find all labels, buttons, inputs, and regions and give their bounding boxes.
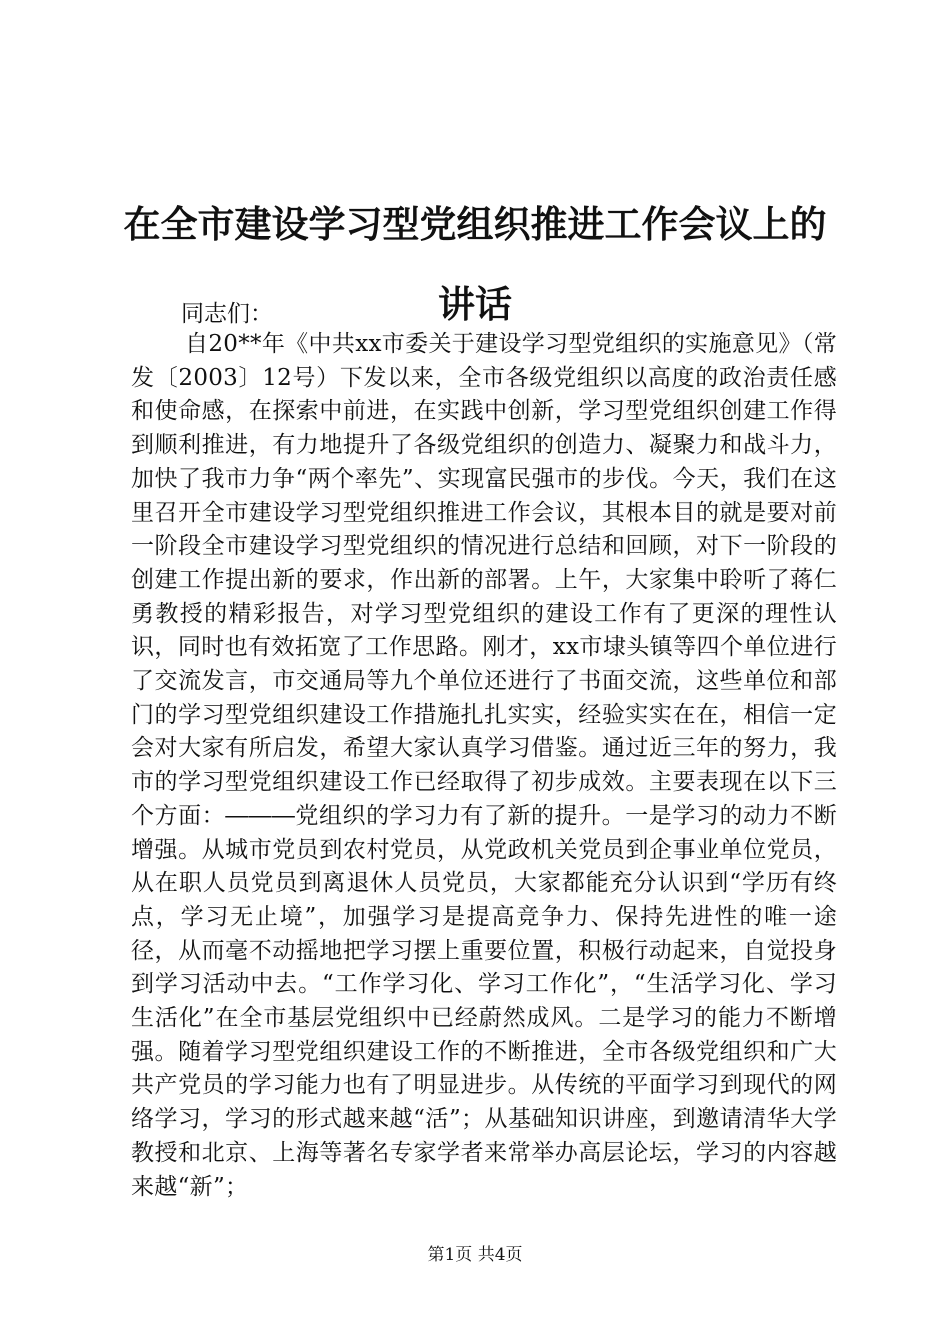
document-title: 在全市建设学习型党组织推进工作会议上的讲话 — [123, 202, 827, 326]
greeting: 同志们： — [181, 301, 273, 327]
page-footer: 第1页 共4页 — [427, 1245, 523, 1265]
body-paragraph: 自20**年《中共xx市委关于建设学习型党组织的实施意见》（常发〔2003〕12号）下发以来，全市各级党组织以高度的政治责任感和使命感，在探索中前进，在实践中创新，学习型党组织创建工作得到顺利推进，有力地提升了各级党组织的创造力、凝聚力和战斗力，加快了我市力争“两个率先”、实现富民强市的步伐。今天，我们在这里召开全市建设学习型党组织推进工作会议，其根本目的就是要对前一阶段全市建设学习型党组织的情况进行总结和回顾，对下一阶段的创建工作提出新的要求，作出新的部署。上午，大家集中聆听了蒋仁勇教授的精彩报告，对学习型党组织的建设工作有了更深的理性认识，同时也有效拓宽了工作思路。刚才，xx市埭头镇等四个单位进行了交流发言，市交通局等九个单位还进行了书面交流，这些单位和部门的学习型党组织建设工作措施扎扎实实，经验实实在在，相信一定会对大家有所启发，希望大家认真学习借鉴。通过近三年的努力，我市的学习型党组织建设工作已经取得了初步成效。主要表现在以下三个方面：―――党组织的学习力有了新的提升。一是学习的动力不断增强。从城市党员到农村党员，从党政机关党员到企事业单位党员，从在职人员党员到离退休人员党员，大家都能充分认识到“学历有终点，学习无止境”，加强学习是提高竞争力、保持先进性的唯一途径，从而毫不动摇地把学习摆上重要位置，积极行动起来，自觉投身到学习活动中去。“工作学习化、学习工作化”，“生活学习化、学习生活化”在全市基层党组织中已经蔚然成风。二是学习的能力不断增强。随着学习型党组织建设工作的不断推进，全市各级党组织和广大共产党员的学习能力也有了明显进步。从传统的平面学习到现代的网络学习，学习的形式越来越“活”；从基础知识讲座，到邀请清华大学教授和北京、上海等著名专家学者来常举办高层论坛，学习的内容越来越“新”； — [131, 331, 837, 1200]
